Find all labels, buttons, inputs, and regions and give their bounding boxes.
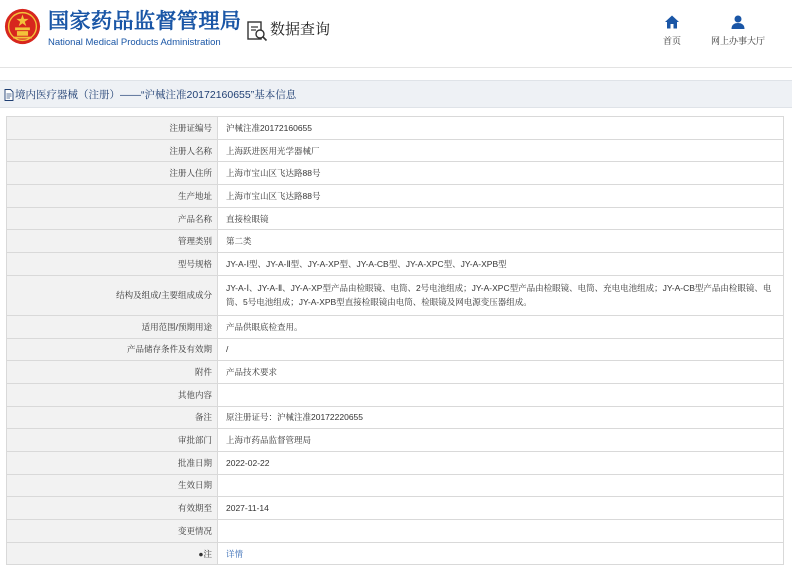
table-row: [7, 520, 784, 543]
note-label: 注: [203, 548, 212, 559]
table-row: [7, 497, 784, 520]
field-value: JY-A-Ⅰ型、JY-A-Ⅱ型、JY-A-XP型、JY-A-CB型、JY-A-XPC型、JY-A-XPB型: [218, 253, 784, 276]
document-icon: [4, 89, 14, 101]
field-label: 产品储存条件及有效期: [7, 338, 218, 361]
home-icon: [664, 14, 680, 30]
field-value: 上海市药品监督管理局: [218, 429, 784, 452]
field-label: 备注: [7, 406, 218, 429]
field-value: 第二类: [218, 230, 784, 253]
field-label: 有效期至: [7, 497, 218, 520]
field-value: JY-A-Ⅰ、JY-A-Ⅱ、JY-A-XP型产品由检眼镜、电筒、2号电池组成；JY-A-XPC型产品由检眼镜、电筒、充电电池组成；JY-A-CB型产品由检眼镜、电筒、5号电池组成；JY-A-XPB型直接检眼镜由电筒、检眼镜及网电源变压器组成。: [218, 275, 784, 315]
nav-home[interactable]: [637, 14, 707, 47]
field-label: 附件: [7, 361, 218, 384]
table-row: [7, 275, 784, 315]
field-value: [218, 520, 784, 543]
field-value: [218, 474, 784, 497]
table-row: [7, 117, 784, 140]
table-row: [7, 542, 784, 565]
field-label: 生效日期: [7, 474, 218, 497]
field-value: 产品技术要求: [218, 361, 784, 384]
field-value: /: [218, 338, 784, 361]
field-value: 沪械注准20172160655: [218, 117, 784, 140]
field-label: 批准日期: [7, 451, 218, 474]
field-label: 其他内容: [7, 383, 218, 406]
user-icon: [730, 14, 746, 30]
field-value: [218, 383, 784, 406]
field-label: 变更情况: [7, 520, 218, 543]
field-value: 产品供眼底检查用。: [218, 315, 784, 338]
field-value: 上海跃进医用光学器械厂: [218, 139, 784, 162]
table-row: [7, 429, 784, 452]
table-row: [7, 230, 784, 253]
table-row: [7, 162, 784, 185]
field-value: 2022-02-22: [218, 451, 784, 474]
field-value: 上海市宝山区飞达路88号: [218, 162, 784, 185]
field-label: 审批部门: [7, 429, 218, 452]
field-label: 适用范围/预期用途: [7, 315, 218, 338]
data-search-icon: [246, 20, 268, 42]
table-row: [7, 315, 784, 338]
field-value: [218, 542, 784, 565]
field-label-note: [7, 542, 218, 565]
bullet-icon: ●: [198, 548, 204, 559]
table-row: [7, 253, 784, 276]
breadcrumb: [0, 80, 792, 108]
record-detail-table: [6, 116, 784, 565]
field-label: 结构及组成/主要组成成分: [7, 275, 218, 315]
table-row: [7, 185, 784, 208]
field-label: 生产地址: [7, 185, 218, 208]
nav-online-service-hall-label: 网上办事大厅: [710, 36, 765, 46]
table-row: [7, 361, 784, 384]
breadcrumb-text: 境内医疗器械（注册）——“沪械注准20172160655”基本信息: [15, 89, 297, 101]
site-subtitle: National Medical Products Administration: [48, 37, 221, 48]
site-title[interactable]: 国家药品监督管理局: [48, 10, 242, 33]
nav-home-label: 首页: [662, 36, 681, 46]
table-row: [7, 383, 784, 406]
table-row: [7, 338, 784, 361]
section-title: 数据查询: [270, 21, 331, 38]
field-label: 注册人住所: [7, 162, 218, 185]
field-label: 型号规格: [7, 253, 218, 276]
field-value: 上海市宝山区飞达路88号: [218, 185, 784, 208]
table-row: [7, 474, 784, 497]
field-label: 注册人名称: [7, 139, 218, 162]
national-emblem-icon: [4, 8, 41, 45]
field-label: 产品名称: [7, 207, 218, 230]
table-row: [7, 406, 784, 429]
field-value: 直接检眼镜: [218, 207, 784, 230]
table-row: [7, 451, 784, 474]
site-header: [0, 0, 792, 60]
table-row: [7, 207, 784, 230]
nav-online-service-hall[interactable]: [703, 14, 773, 47]
field-value: 2027-11-14: [218, 497, 784, 520]
header-divider: [0, 67, 792, 68]
details-link[interactable]: 详情: [226, 548, 244, 559]
table-row: [7, 139, 784, 162]
field-label: 管理类别: [7, 230, 218, 253]
field-label: 注册证编号: [7, 117, 218, 140]
field-value: 原注册证号：沪械注准20172220655: [218, 406, 784, 429]
